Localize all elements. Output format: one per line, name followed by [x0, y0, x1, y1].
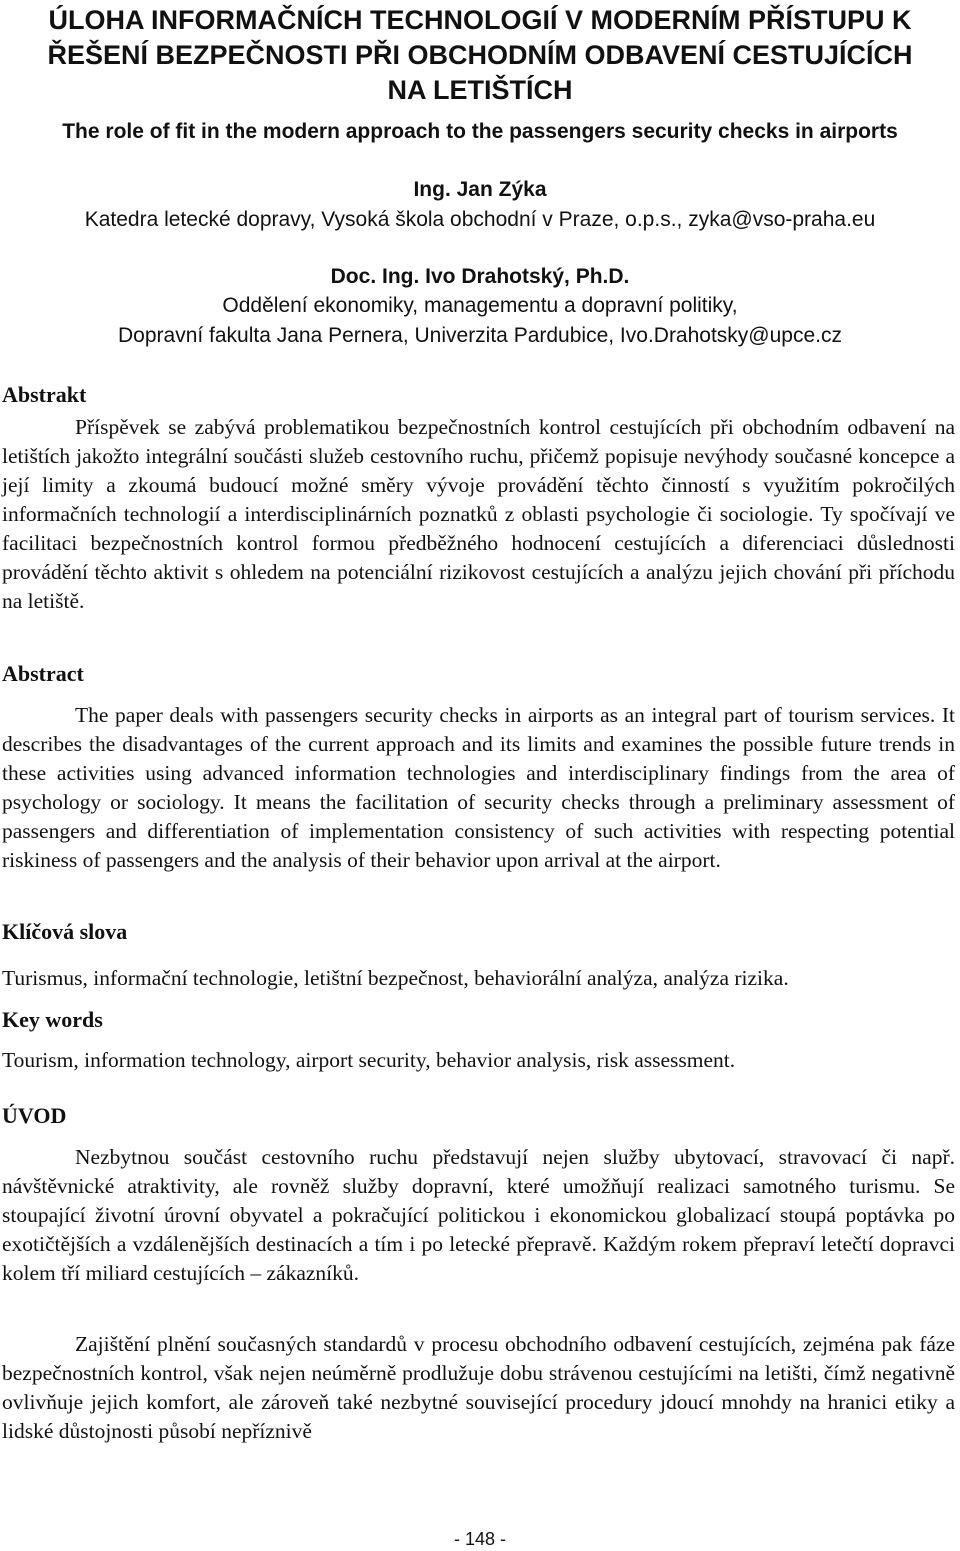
- title-line: ÚLOHA INFORMAČNÍCH TECHNOLOGIÍ V MODERNÍM PŘÍSTUPU K: [48, 5, 912, 35]
- section-heading-abstract: Abstract: [2, 661, 84, 686]
- abstrakt-paragraph: Příspěvek se zabývá problematikou bezpečnostních kontrol cestujících při obchodním odbavení na letištích jakožto integrální součásti služeb cestovního ruchu, přičemž popisuje nevýhody současné koncepce a její limity a zkoumá budoucí možné směry vývoje provádění těchto činností s využitím pokročilých informačních technologií a interdisciplinárních poznatků z oblasti psychologie či sociologie. Ty spočívají ve facilitaci bezpečnostních kontrol formou předběžného hodnocení cestujících a diferenciaci důslednosti provádění těchto aktivit s ohledem na potenciální rizikovost cestujících a analýzu jejich chování při příchodu na letiště.: [2, 415, 955, 613]
- author-affiliation: Dopravní fakulta Jana Pernera, Univerzita Pardubice, Ivo.Drahotsky@upce.cz: [118, 324, 842, 347]
- uvod-paragraph: Nezbytnou součást cestovního ruchu představují nejen služby ubytovací, stravovací či např. návštěvnické atraktivity, ale rovněž služby dopravní, které umožňují realizaci samotného turismu. Se stoupající životní úrovní obyvatel a pokračující politickou i ekonomickou globalizací stoupá poptávka po exotičtějších a vzdálenějších destinacích a tím i po letecké přepravě. Každým rokem přepraví letečtí dopravci kolem tří miliard cestujících – zákazníků.: [2, 1145, 955, 1285]
- paper-title: [0, 3, 960, 108]
- abstract-paragraph: The paper deals with passengers security checks in airports as an integral part of tourism services. It describes the disadvantages of the current approach and its limits and examines the possible future trends in these activities using advanced information technologies and interdisciplinary findings from the area of psychology or sociology. It means the facilitation of security checks through a preliminary assessment of passengers and differentiation of implementation consistency of such activities with respecting potential riskiness of passengers and the analysis of their behavior upon arrival at the airport.: [2, 703, 955, 872]
- english-title: The role of fit in the modern approach to the passengers security checks in airports: [62, 120, 898, 143]
- title-line: NA LETIŠTÍCH: [387, 75, 573, 105]
- title-line: ŘEŠENÍ BEZPEČNOSTI PŘI OBCHODNÍM ODBAVENÍ CESTUJÍCÍCH: [47, 40, 913, 70]
- author-affiliation: Katedra letecké dopravy, Vysoká škola obchodní v Praze, o.p.s., zyka@vso-praha.eu: [84, 208, 876, 231]
- section-heading-key-words: Key words: [2, 1007, 103, 1032]
- keywords-cz: Turismus, informační technologie, letištní bezpečnost, behaviorální analýza, analýza rizika.: [2, 966, 789, 990]
- page-number: - 148 -: [453, 1529, 507, 1549]
- keywords-en: Tourism, information technology, airport security, behavior analysis, risk assessment.: [2, 1048, 736, 1072]
- author-affiliation: Oddělení ekonomiky, managementu a dopravní politiky,: [222, 294, 738, 317]
- author-name: Ing. Jan Zýka: [413, 178, 547, 201]
- section-heading-uvod: ÚVOD: [2, 1103, 67, 1128]
- section-heading-klicova-slova: Klíčová slova: [2, 919, 128, 944]
- section-heading-abstrakt: Abstrakt: [2, 382, 87, 407]
- author-name: Doc. Ing. Ivo Drahotský, Ph.D.: [330, 265, 630, 288]
- uvod-paragraph: Zajištění plnění současných standardů v procesu obchodního odbavení cestujících, zejména pak fáze bezpečnostních kontrol, však nejen neúměrně prodlužuje dobu strávenou cestujícími na letišti, čímž negativně ovlivňuje jejich komfort, ale zároveň také nezbytné související procedury jdoucí mnohdy na hranici etiky a lidské důstojnosti působí nepříznivě: [2, 1332, 955, 1443]
